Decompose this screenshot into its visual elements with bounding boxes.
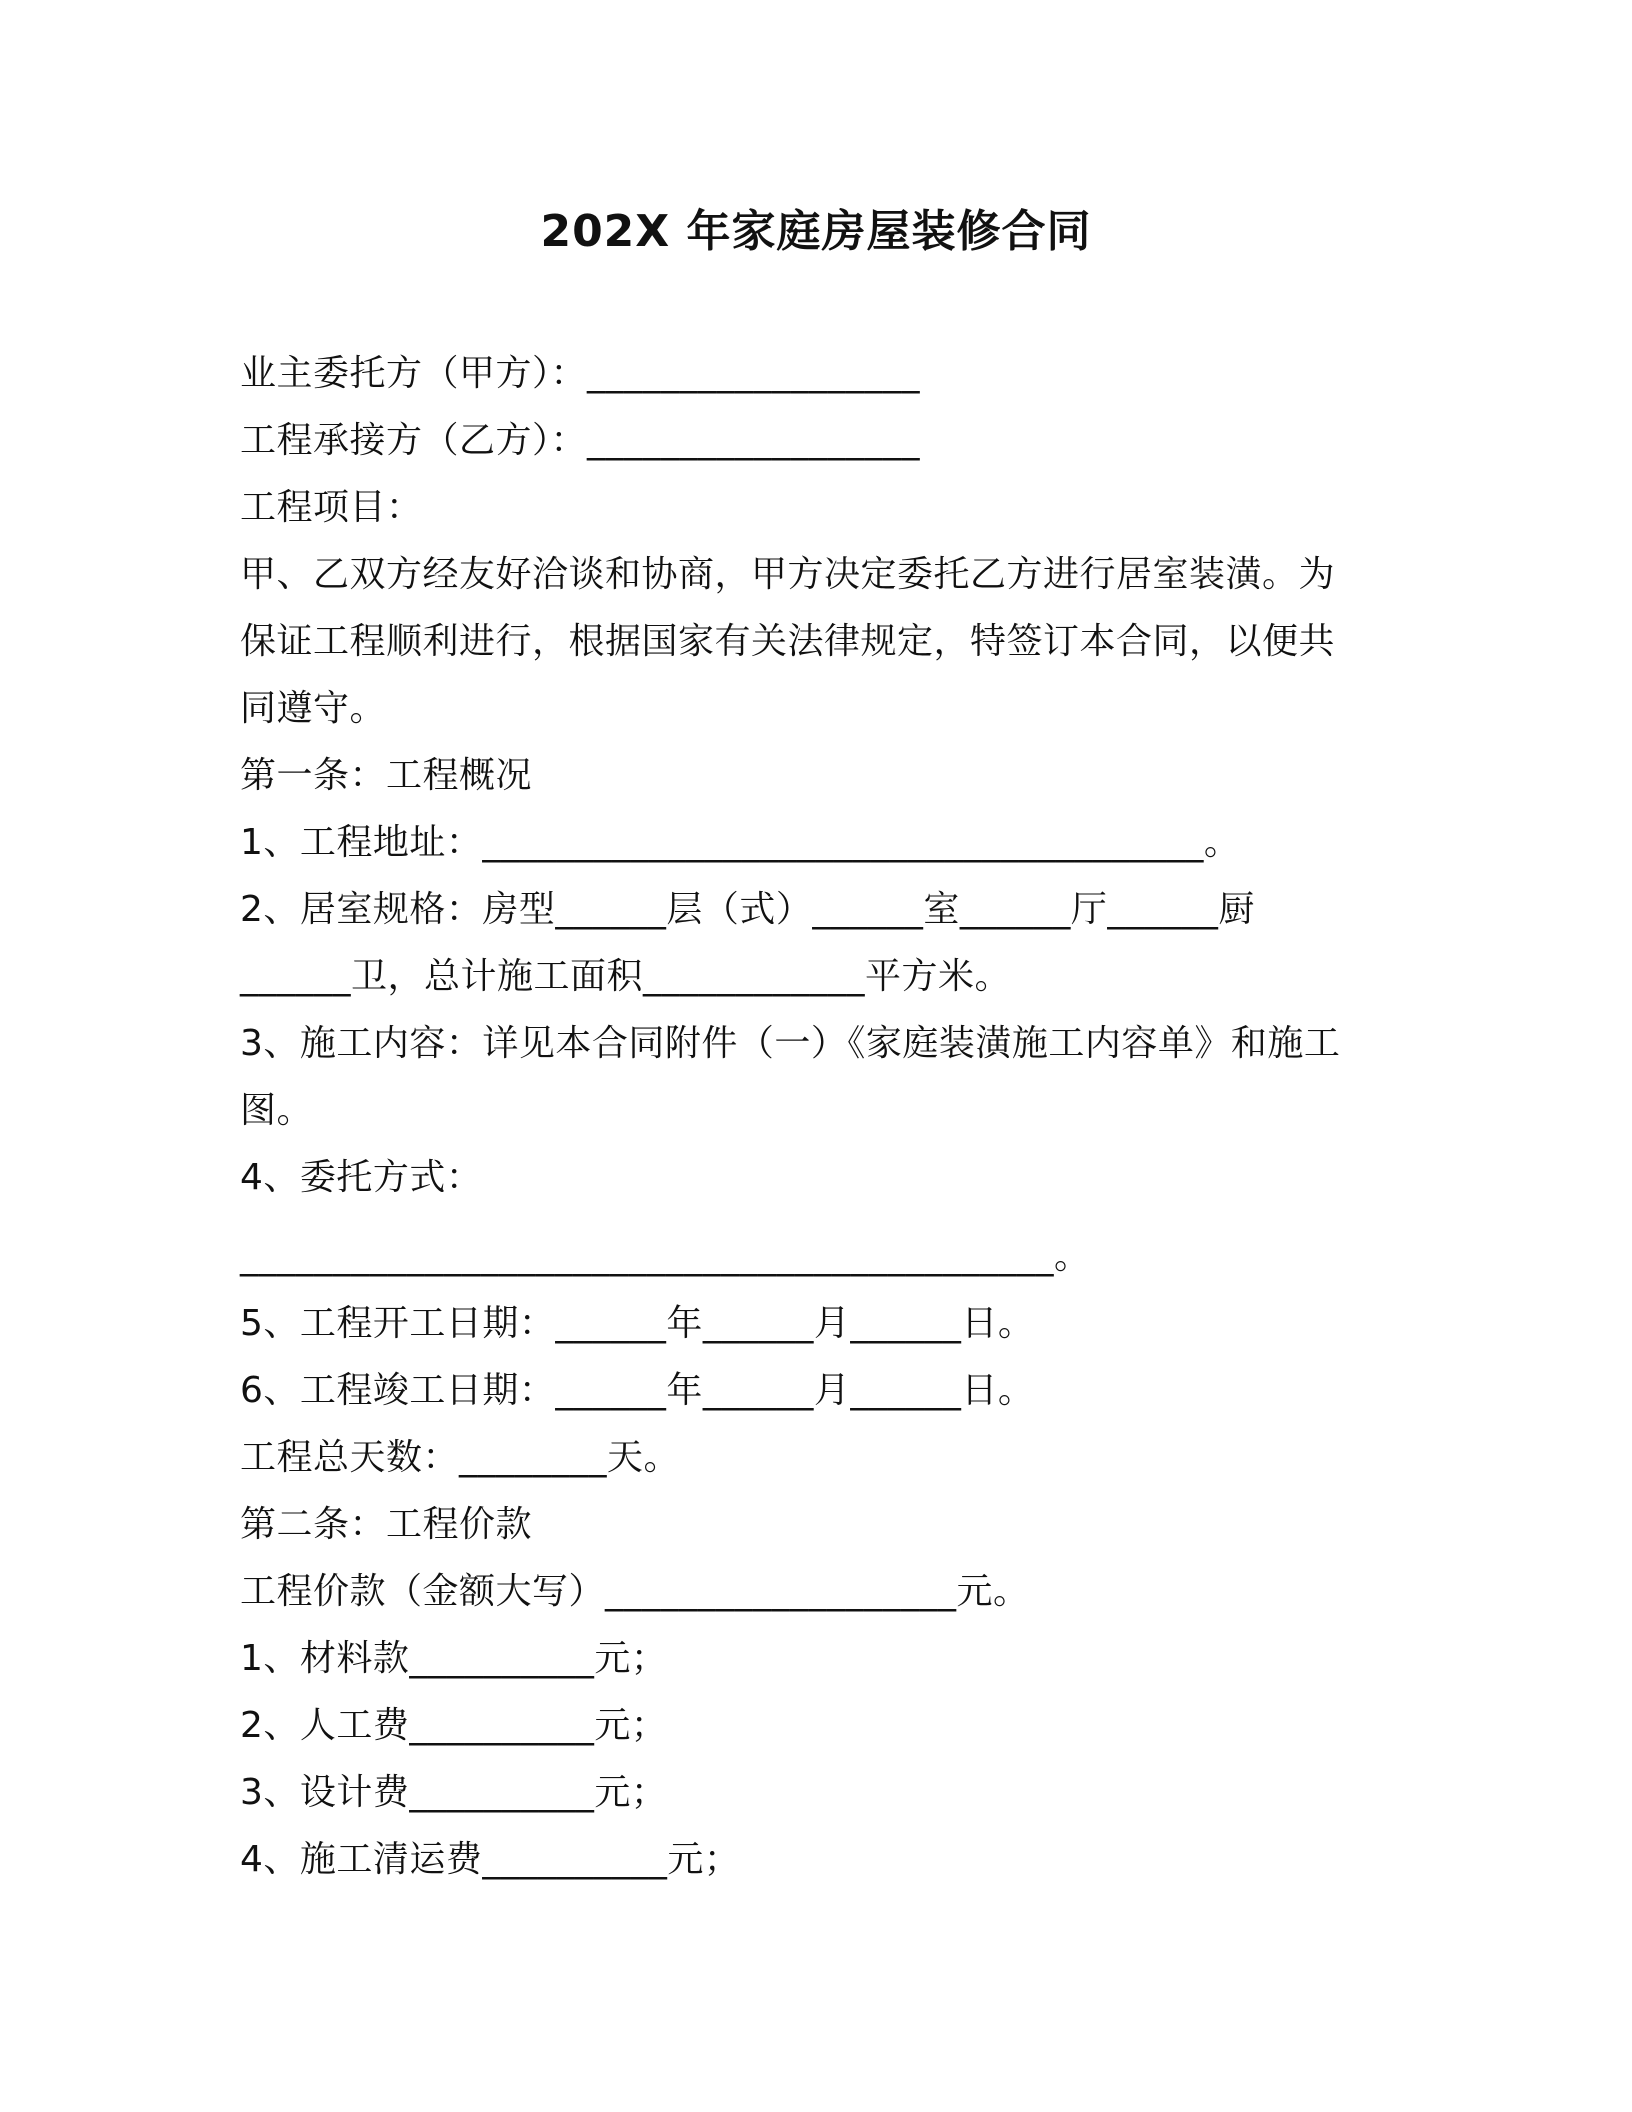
article-2-heading: 第二条：工程价款 xyxy=(240,1504,533,1545)
completion-date-line: 6、工程竣工日期：______年______月______日。 xyxy=(240,1370,1035,1411)
start-date-line: 5、工程开工日期：______年______月______日。 xyxy=(240,1303,1035,1344)
material-fee-line: 1、材料款__________元； xyxy=(240,1638,668,1679)
cleanup-fee-line: 4、施工清运费__________元； xyxy=(240,1839,741,1880)
project-price-line: 工程价款（金额大写）___________________元。 xyxy=(240,1571,1030,1612)
intro-paragraph-line-3: 同遵守。 xyxy=(240,688,387,729)
article-1-heading: 第一条：工程概况 xyxy=(240,755,533,796)
project-label: 工程项目： xyxy=(240,487,423,528)
project-address-line: 1、工程地址：_______________________________________。 xyxy=(240,822,1241,863)
commission-method-label: 4、委托方式： xyxy=(240,1157,483,1198)
party-a-line: 业主委托方（甲方）：__________________ xyxy=(240,353,921,394)
intro-paragraph-line-1: 甲、乙双方经友好洽谈和协商，甲方决定委托乙方进行居室装潢。为 xyxy=(240,554,1336,595)
room-spec-line-1: 2、居室规格：房型______层（式）______室______厅______厨 xyxy=(240,889,1255,930)
document-title: 202X 年家庭房屋装修合同 xyxy=(540,206,1092,257)
commission-method-blank: ____________________________________________。 xyxy=(240,1236,1091,1277)
intro-paragraph-line-2: 保证工程顺利进行，根据国家有关法律规定，特签订本合同，以便共 xyxy=(240,621,1336,662)
party-b-line: 工程承接方（乙方）：__________________ xyxy=(240,420,921,461)
design-fee-line: 3、设计费__________元； xyxy=(240,1772,668,1813)
total-days-line: 工程总天数：________天。 xyxy=(240,1437,681,1478)
room-spec-line-2: ______卫，总计施工面积____________平方米。 xyxy=(240,956,1012,997)
labor-fee-line: 2、人工费__________元； xyxy=(240,1705,668,1746)
document-body xyxy=(240,340,1380,1893)
construction-content-line-1: 3、施工内容：详见本合同附件（一）《家庭装潢施工内容单》和施工 xyxy=(240,1023,1341,1064)
construction-content-line-2: 图。 xyxy=(240,1090,314,1131)
